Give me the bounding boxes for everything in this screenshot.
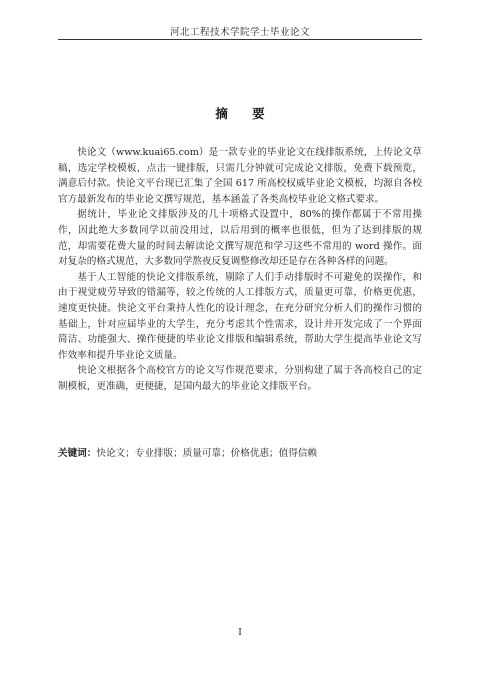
abstract-paragraph-4: 快论文根据各个高校官方的论文写作规范要求，分别构建了属于各高校自己的定制模板，更准确，更便捷，是国内最大的毕业论文排版平台。: [58, 365, 422, 392]
abstract-title: 摘 要: [215, 106, 275, 121]
keywords-text: 快论文；专业排版；质量可靠；价格优惠；值得信赖: [96, 448, 318, 459]
abstract-paragraph-2: 据统计，毕业论文排版涉及的几十项格式设置中，80%的操作都属于不常用操作，因此绝大多数同学以前没用过，以后用到的概率也很低，但为了达到排版的规范，却需要花费大量的时间去解读论文撰写规范和学习这些不常用的 word 操作。面对复杂的格式规范，大多数同学熬夜反复调整修改却还是存在各种各样的问题。: [58, 209, 422, 268]
keywords-label: 关键词：: [58, 448, 97, 459]
header-rule: [58, 39, 422, 40]
keywords-line: [58, 446, 422, 462]
abstract-paragraph-1: 快论文（www.kuai65.com）是一款专业的毕业论文在线排版系统，上传论文草稿，选定学校模板，点击一键排版，只需几分钟就可完成论文排版，免费下载预览，满意后付款。快论文平台现已汇集了全国 617 所高校权威毕业论文模板，均源自各校官方最新发布的毕业论文撰写规范，基本涵盖了各类高校毕业论文格式要求。: [58, 147, 422, 205]
abstract-body: [58, 145, 422, 395]
running-header: 河北工程技术学院学士毕业论文: [169, 27, 310, 38]
abstract-paragraph-3: 基于人工智能的快论文排版系统，剔除了人们手动排版时不可避免的误操作，和由于视觉疲劳导致的错漏等，较之传统的人工排版方式，质量更可靠，价格更优惠，速度更快捷。快论文平台秉持人性化的设计理念，在充分研究分析人们的操作习惯的基础上，针对应届毕业的大学生，充分考虑其个性需求，设计并开发完成了一个界面简洁、功能强大、操作便捷的毕业论文排版和编辑系统，帮助大学生提高毕业论文写作效率和提升毕业论文质量。: [58, 271, 422, 361]
page-number: I: [238, 628, 242, 638]
